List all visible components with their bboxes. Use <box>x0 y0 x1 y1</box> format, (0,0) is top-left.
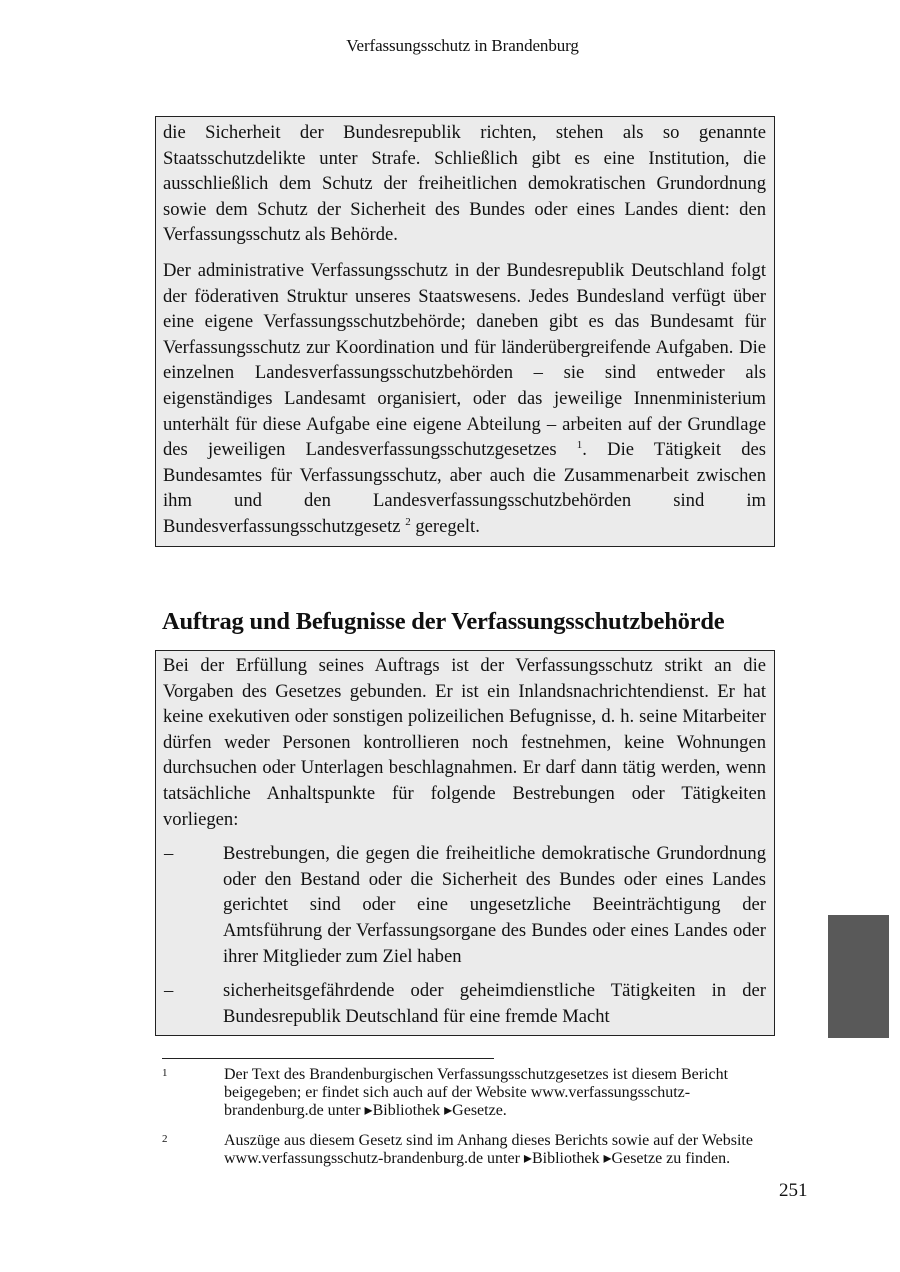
footnote <box>162 1132 772 1168</box>
footnote <box>162 1066 772 1120</box>
running-header: Verfassungsschutz in Brandenburg <box>346 36 579 55</box>
dash-marker: – <box>164 980 174 1002</box>
footnote-text: Auszüge aus diesem Gesetz sind im Anhang dieses Berichts sowie auf der Website www.verfassungsschutz-brandenburg.de unter ▸Bibliothek ▸Gesetze zu finden. <box>224 1132 753 1167</box>
text-box-intro <box>155 116 775 547</box>
footnote-divider <box>162 1058 494 1059</box>
paragraph: Bei der Erfüllung seines Auftrags ist der Verfassungsschutz strikt an die Vorgaben des Gesetzes gebunden. Er ist ein Inlandsnachrichtendienst. Er hat keine exekutiven oder sonstigen polizeilichen Befugnisse, d. h. seine Mitarbeiter dürfen weder Personen kontrollieren noch festnehmen, keine Wohnungen durchsuchen oder Unterlagen beschlagnahmen. Er darf dann tätig werden, wenn tatsächliche Anhaltspunkte für folgende Bestrebungen oder Tätigkeiten vorliegen: <box>163 655 766 830</box>
paragraph-text: Der administrative Verfassungsschutz in der Bundesrepublik Deutschland folgt der föderativen Struktur unseres Staatswesens. Jedes Bundesland verfügt über eine eigene Verfassungsschutzbehörde; daneben gibt es das Bundesamt für Verfassungsschutz zur Koordination und für länderübergreifende Aufgaben. Die einzelnen Landesverfassungsschutzbehörden – sie sind entweder als eigenständiges Landesamt organisiert, oder das jeweilige Innenministerium unterhält für diese Aufgabe eine eigene Abteilung – arbeiten auf der Grundlage des jeweiligen Landesverfassungsschutzgesetzes <box>163 259 766 461</box>
paragraph-text: . Die Tätigkeit des Bundesamtes für Verfassungsschutz, aber auch die Zusammenarbeit zwischen ihm und den Landesverfassungsschutzbehörden sind im Bundesverfassungsschutzgesetz <box>163 439 766 537</box>
paragraph-text: geregelt. <box>415 515 480 537</box>
paragraph <box>163 258 766 540</box>
footnotes <box>162 1066 772 1180</box>
page-number: 251 <box>779 1180 808 1201</box>
footnote-ref[interactable]: 2 <box>405 515 411 528</box>
paragraph: die Sicherheit der Bundesrepublik richten, stehen als so genannte Staatsschutzdelikte unter Strafe. Schließlich gibt es eine Institution, die ausschließlich dem Schutz der freiheitlichen demokratischen Grundordnung sowie dem Schutz der Sicherheit des Bundes oder eines Landes dient: den Verfassungsschutz als Behörde. <box>163 122 766 246</box>
footnote-number: 2 <box>162 1133 168 1145</box>
list-item <box>163 841 766 969</box>
list-item <box>163 978 766 1029</box>
footnote-ref[interactable]: 1 <box>576 439 583 452</box>
thumb-index-tab <box>828 915 889 1038</box>
text-box-mandate <box>155 650 775 1036</box>
section-heading: Auftrag und Befugnisse der Verfassungsschutzbehörde <box>162 608 725 635</box>
list-item-text: Bestrebungen, die gegen die freiheitliche demokratische Grundordnung oder den Bestand oder die Sicherheit des Bundes oder eines Landes gerichtet sind oder eine ungesetzliche Beeinträchtigung der Amtsführung der Verfassungsorgane des Bundes oder eines Landes oder ihrer Mitglieder zum Ziel haben <box>223 843 766 967</box>
footnote-text: Der Text des Brandenburgischen Verfassungsschutzgesetzes ist diesem Bericht beigegeben; er findet sich auch auf der Website www.verfassungsschutz-brandenburg.de unter ▸Bibliothek ▸Gesetze. <box>224 1066 729 1119</box>
footnote-number: 1 <box>162 1067 168 1079</box>
dash-list <box>163 841 766 1029</box>
list-item-text: sicherheitsgefährdende oder geheimdienstliche Tätigkeiten in der Bundesrepublik Deutschland für eine fremde Macht <box>223 980 766 1027</box>
dash-marker: – <box>164 843 174 865</box>
